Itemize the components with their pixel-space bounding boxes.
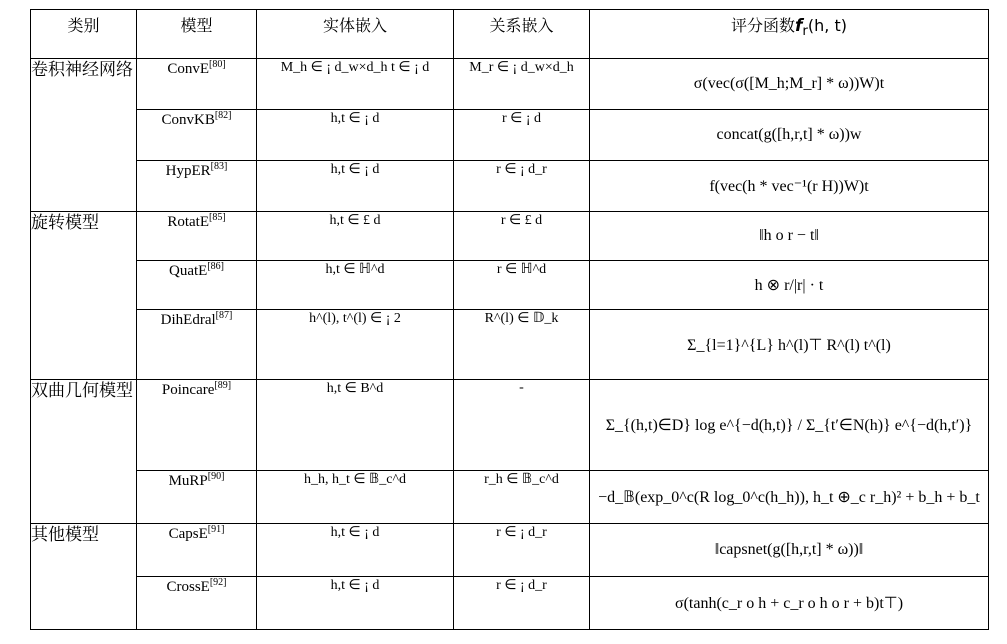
model-name: QuatE[86] — [137, 261, 257, 310]
entity-embedding: h,t ∈ ¡ d — [257, 524, 454, 577]
relation-embedding: r_h ∈ 𝔹_c^d — [454, 471, 590, 524]
relation-embedding: - — [454, 380, 590, 471]
table-row — [31, 59, 989, 110]
entity-embedding: h,t ∈ ¡ d — [257, 577, 454, 630]
model-name: HypER[83] — [137, 161, 257, 212]
models-table — [30, 9, 989, 630]
score-function: f(vec(h * vec⁻¹(r H))W)t — [590, 161, 989, 212]
score-function: Σ_{l=1}^{L} h^(l)⊤ R^(l) t^(l) — [590, 310, 989, 380]
relation-embedding: R^(l) ∈ 𝔻_k — [454, 310, 590, 380]
score-function: concat(g([h,r,t] * ω))w — [590, 110, 989, 161]
header-entity: 实体嵌入 — [257, 10, 454, 59]
score-function: Σ_{(h,t)∈D} log e^{−d(h,t)} / Σ_{t′∈N(h)} e^{−d(h,t′)} — [590, 380, 989, 471]
score-function: ‖h o r − t‖ — [590, 212, 989, 261]
entity-embedding: h,t ∈ ℍ^d — [257, 261, 454, 310]
header-row — [31, 10, 989, 59]
header-model: 模型 — [137, 10, 257, 59]
table-row — [31, 471, 989, 524]
table-row — [31, 524, 989, 577]
model-name: CapsE[91] — [137, 524, 257, 577]
header-score: 评分函数$f_r(h$, t) — [590, 10, 989, 59]
entity-embedding: M_h ∈ ¡ d_w×d_h t ∈ ¡ d — [257, 59, 454, 110]
entity-embedding: h,t ∈ ¡ d — [257, 161, 454, 212]
entity-embedding: h,t ∈ ¡ d — [257, 110, 454, 161]
relation-embedding: r ∈ ¡ d — [454, 110, 590, 161]
table-row — [31, 212, 989, 261]
score-function: h ⊗ r/|r| · t — [590, 261, 989, 310]
table-row — [31, 380, 989, 471]
entity-embedding: h_h, h_t ∈ 𝔹_c^d — [257, 471, 454, 524]
entity-embedding: h,t ∈ £ d — [257, 212, 454, 261]
relation-embedding: r ∈ £ d — [454, 212, 590, 261]
table-row — [31, 110, 989, 161]
entity-embedding: h^(l), t^(l) ∈ ¡ 2 — [257, 310, 454, 380]
model-name: DihEdral[87] — [137, 310, 257, 380]
model-name: Poincare[89] — [137, 380, 257, 471]
relation-embedding: r ∈ ¡ d_r — [454, 524, 590, 577]
relation-embedding: r ∈ ℍ^d — [454, 261, 590, 310]
relation-embedding: M_r ∈ ¡ d_w×d_h — [454, 59, 590, 110]
table-row — [31, 310, 989, 380]
model-name: CrossE[92] — [137, 577, 257, 630]
category-cnn: 卷积神经网络 — [31, 59, 137, 212]
score-function: −d_𝔹(exp_0^c(R log_0^c(h_h)), h_t ⊕_c r_h)² + b_h + b_t — [590, 471, 989, 524]
model-name: MuRP[90] — [137, 471, 257, 524]
score-function: σ(tanh(c_r o h + c_r o h o r + b)t⊤) — [590, 577, 989, 630]
table-row — [31, 261, 989, 310]
header-category: 类别 — [31, 10, 137, 59]
model-name: RotatE[85] — [137, 212, 257, 261]
category-other: 其他模型 — [31, 524, 137, 630]
table-row — [31, 577, 989, 630]
relation-embedding: r ∈ ¡ d_r — [454, 161, 590, 212]
score-function: ‖capsnet(g([h,r,t] * ω))‖ — [590, 524, 989, 577]
model-name: ConvKB[82] — [137, 110, 257, 161]
header-relation: 关系嵌入 — [454, 10, 590, 59]
relation-embedding: r ∈ ¡ d_r — [454, 577, 590, 630]
model-name: ConvE[80] — [137, 59, 257, 110]
entity-embedding: h,t ∈ B^d — [257, 380, 454, 471]
category-rotation: 旋转模型 — [31, 212, 137, 380]
category-hyperbolic: 双曲几何模型 — [31, 380, 137, 524]
score-function: σ(vec(σ([M_h;M_r] * ω))W)t — [590, 59, 989, 110]
table-row — [31, 161, 989, 212]
